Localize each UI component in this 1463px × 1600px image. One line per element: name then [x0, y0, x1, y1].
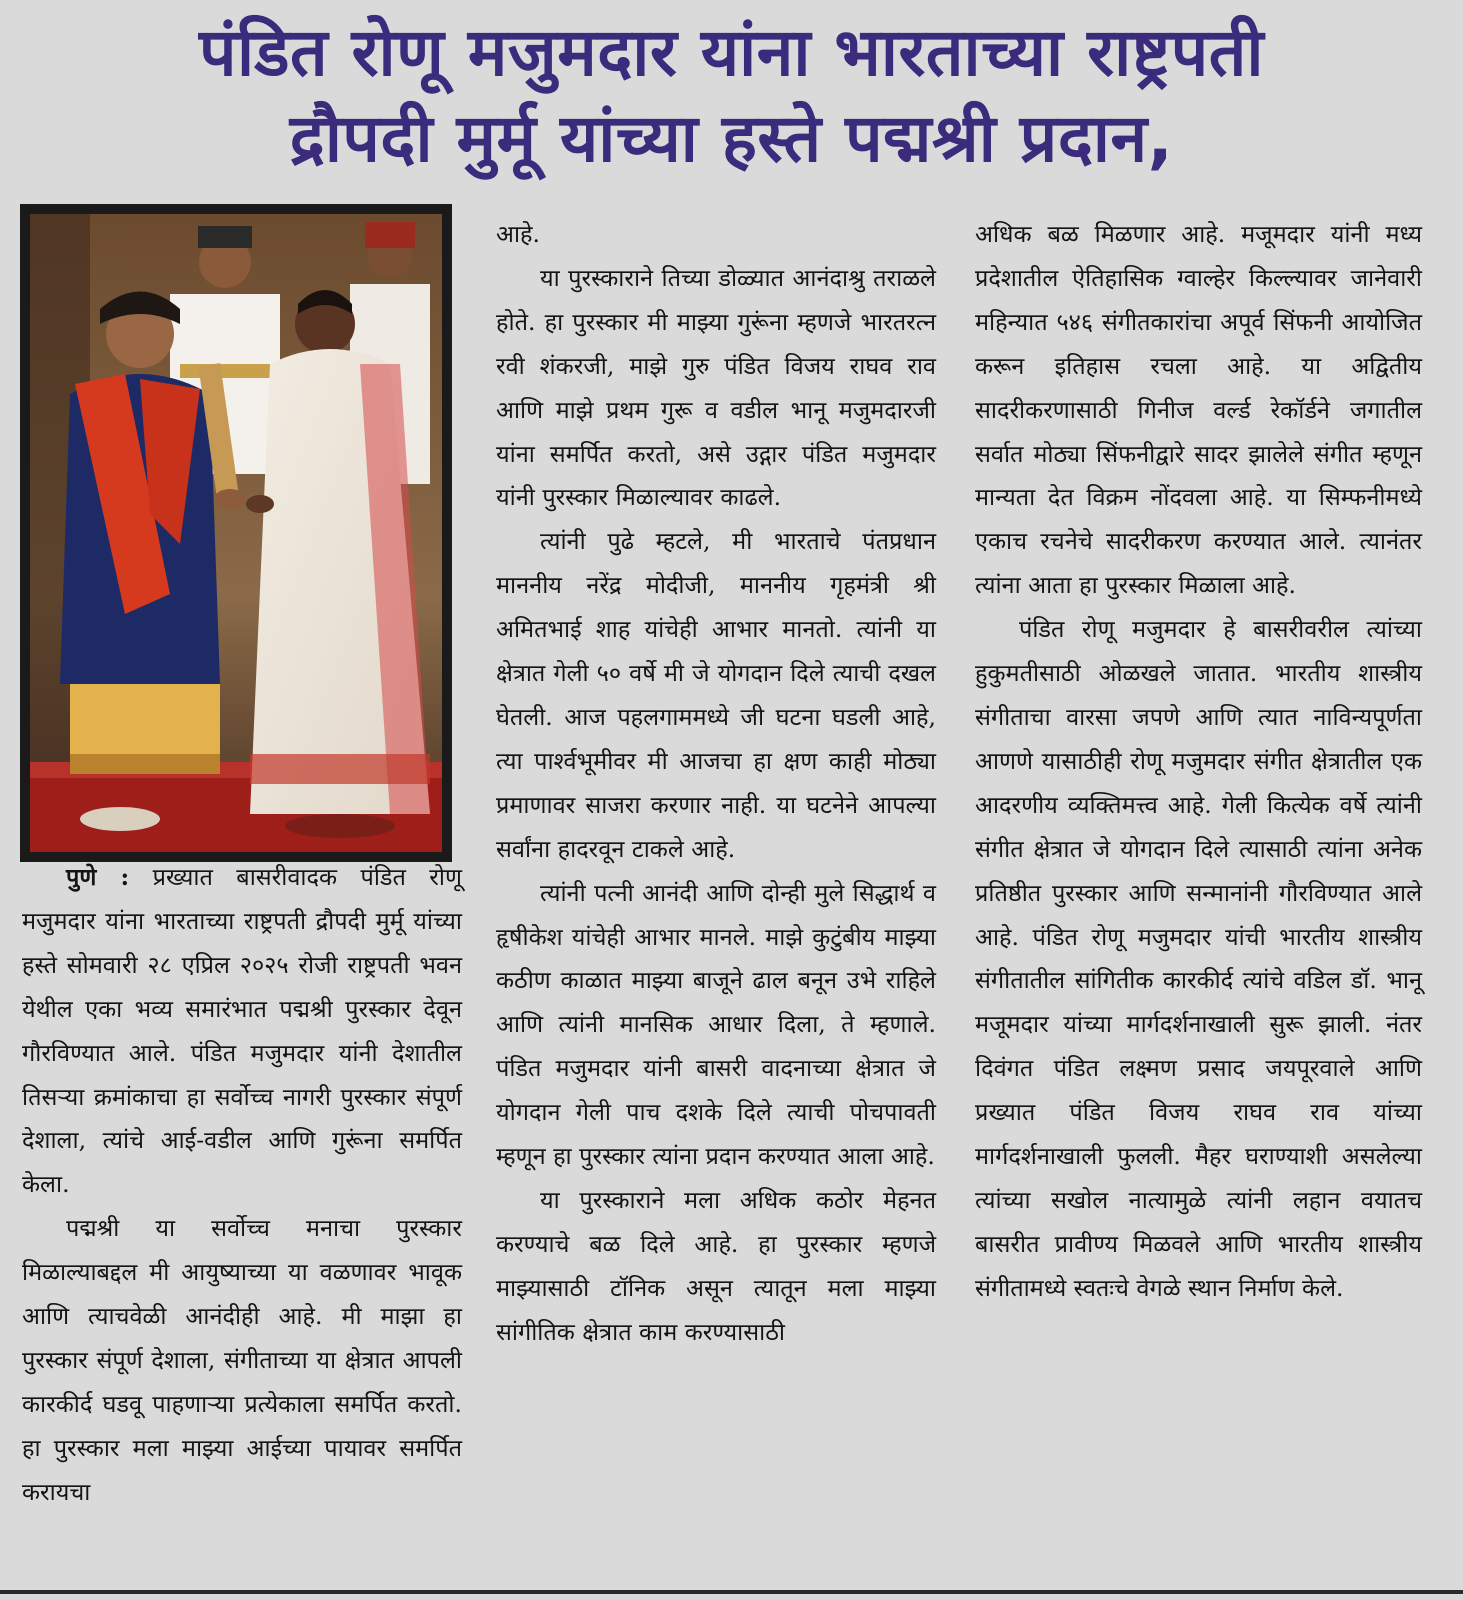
- col2-paragraph-4: या पुरस्काराने मला अधिक कठोर मेहनत करण्याचे बळ दिले आहे. हा पुरस्कार म्हणजे माझ्यासाठी टॉनिक असून त्यातून मला माझ्या सांगीतिक क्षेत्रात काम करण्यासाठी: [496, 1185, 936, 1346]
- col3-paragraph-0: अधिक बळ मिळणार आहे. मजूमदार यांनी मध्य प्रदेशातील ऐतिहासिक ग्वाल्हेर किल्ल्यावर जानेवारी महिन्यात ५४६ संगीतकारांचा अपूर्व सिंफनी आयोजित करून इतिहास रचला आहे. या अद्वितीय सादरीकरणासाठी गिनीज वर्ल्ड रेकॉर्डने जगातील सर्वात मोठ्या सिंफनीद्वारे सादर झालेले संगीत म्हणून मान्यता देत विक्रम नोंदवला आहे. या सिम्फनीमध्ये एकाच रचनेचे सादरीकरण करण्यात आले. त्यानंतर त्यांना आता हा पुरस्कार मिळाला आहे.: [975, 220, 1422, 600]
- col3-paragraph-1: पंडित रोणू मजुमदार हे बासरीवरील त्यांच्या हुकुमतीसाठी ओळखले जातात. भारतीय शास्त्रीय संगीताचा वारसा जपणे आणि त्यात नाविन्यपूर्णता आणणे यासाठीही रोणू मजुमदार संगीत क्षेत्रातील एक आदरणीय व्यक्तिमत्त्व आहे. गेली कित्येक वर्षे त्यांनी संगीत क्षेत्रात जे योगदान दिले त्यासाठी त्यांना अनेक प्रतिष्ठीत पुरस्कार आणि सन्मानांनी गौरविण्यात आले आहे. पंडित रोणू मजुमदार यांची भारतीय शास्त्रीय संगीतातील सांगितीक कारकीर्द त्यांचे वडिल डॉ. भानू मजूमदार यांच्या मार्गदर्शनाखाली सुरू झाली. नंतर दिवंगत पंडित लक्ष्मण प्रसाद जयपूरवाले आणि प्रख्यात पंडित विजय राघव राव यांच्या मार्गदर्शनाखाली फुलली. मैहर घराण्याशी असलेल्या त्यांच्या सखोल नात्यामुळे त्यांनी लहान वयातच बासरीत प्रावीण्य मिळवले आणि भारतीय शास्त्रीय संगीतामध्ये स्वतःचे वेगळे स्थान निर्माण केले.: [975, 615, 1422, 1302]
- col1-paragraph-1: प्रख्यात बासरीवादक पंडित रोणू मजुमदार यांना भारताच्या राष्ट्रपती द्रौपदी मुर्मू यांच्या हस्ते सोमवारी २८ एप्रिल २०२५ रोजी राष्ट्रपती भवन येथील एका भव्य समारंभात पद्मश्री पुरस्कार देवून गौरविण्यात आले. पंडित मजुमदार यांनी देशातील तिसऱ्या क्रमांकाचा हा सर्वोच्च नागरी पुरस्कार संपूर्ण देशाला, त्यांचे आई-वडील आणि गुरूंना समर्पित केला.: [22, 863, 462, 1199]
- bottom-rule: [0, 1590, 1463, 1594]
- article-column-1: [22, 856, 462, 1515]
- photo-illustration: [30, 214, 442, 852]
- col1-paragraph-2: पद्मश्री या सर्वोच्च मनाचा पुरस्कार मिळाल्याबद्दल मी आयुष्याच्या या वळणावर भावूक आणि त्याचवेळी आनंदीही आहे. मी माझा हा पुरस्कार संपूर्ण देशाला, संगीताच्या या क्षेत्रात आपली कारकीर्द घडवू पाहणाऱ्या प्रत्येकाला समर्पित करतो. हा पुरस्कार मला माझ्या आईच्या पायावर समर्पित करायचा: [22, 1214, 462, 1506]
- article-column-2: [496, 213, 936, 1355]
- award-ceremony-photo: [20, 204, 452, 862]
- dateline: पुणे :: [66, 863, 130, 891]
- col2-paragraph-2: त्यांनी पुढे म्हटले, मी भारताचे पंतप्रधान माननीय नरेंद्र मोदीजी, माननीय गृहमंत्री श्री अमितभाई शाह यांचेही आभार मानतो. त्यांनी या क्षेत्रात गेली ५० वर्षे मी जे योगदान दिले त्याची दखल घेतली. आज पहलगाममध्ये जी घटना घडली आहे, त्या पार्श्वभूमीवर मी आजचा हा क्षण काही मोठ्या प्रमाणावर साजरा करणार नाही. या घटनेने आपल्या सर्वांना हादरवून टाकले आहे.: [496, 527, 936, 863]
- col2-paragraph-1: या पुरस्काराने तिच्या डोळ्यात आनंदाश्रु तराळले होते. हा पुरस्कार मी माझ्या गुरूंना म्हणजे भारतरत्न रवी शंकरजी, माझे गुरु पंडित विजय राघव राव आणि माझे प्रथम गुरू व वडील भानू मजुमदारजी यांना समर्पित करतो, असे उद्गार पंडित मजुमदार यांनी पुरस्कार मिळाल्यावर काढले.: [496, 263, 936, 512]
- col2-paragraph-0: आहे.: [496, 220, 540, 248]
- headline-line-2: द्रौपदी मुर्मू यांच्या हस्ते पद्मश्री प्रदान,: [289, 100, 1174, 177]
- article-column-3: [975, 213, 1422, 1311]
- col2-paragraph-3: त्यांनी पत्नी आनंदी आणि दोन्ही मुले सिद्धार्थ व हृषीकेश यांचेही आभार मानले. माझे कुटुंबीय माझ्या कठीण काळात माझ्या बाजूने ढाल बनून उभे राहिले आणि त्यांनी मानसिक आधार दिला, ते म्हणाले. पंडित मजुमदार यांनी बासरी वादनाच्या क्षेत्रात जे योगदान गेली पाच दशके दिले त्याची पोचपावती म्हणून हा पुरस्कार त्यांना प्रदान करण्यात आला आहे.: [496, 878, 936, 1171]
- headline-line-1: पंडित रोणू मजुमदार यांना भारताच्या राष्ट्रपती: [199, 14, 1264, 91]
